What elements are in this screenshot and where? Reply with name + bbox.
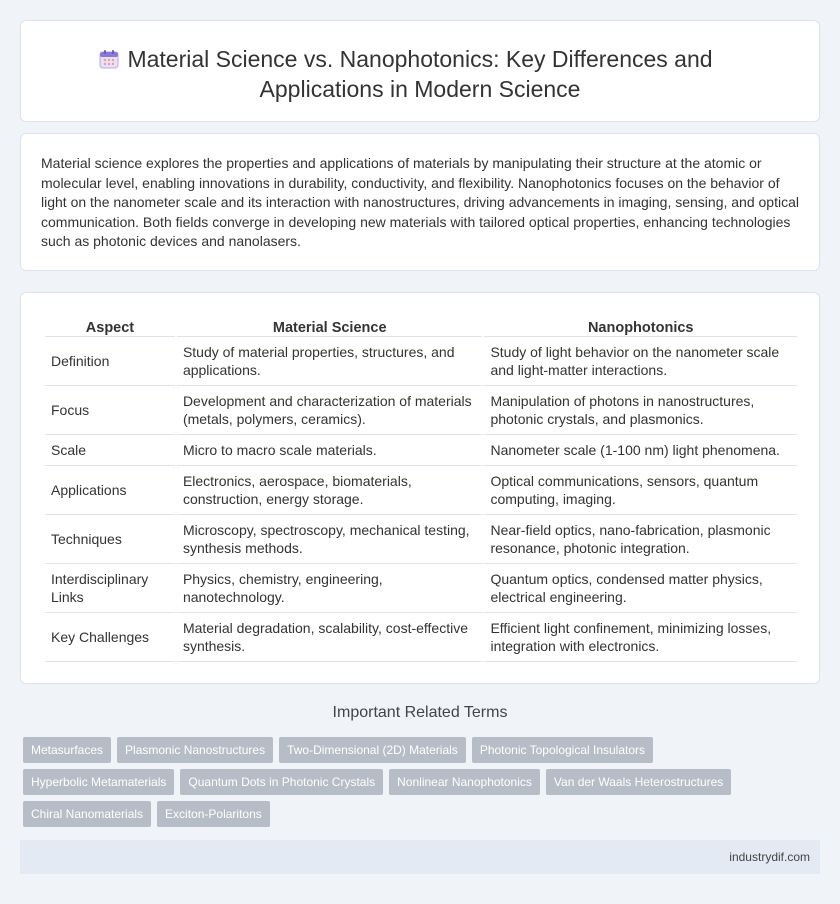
row-aspect: Scale bbox=[45, 435, 175, 466]
row-aspect: Definition bbox=[45, 337, 175, 386]
comparison-table-card bbox=[20, 292, 820, 684]
intro-card bbox=[20, 133, 820, 271]
comparison-table bbox=[43, 315, 799, 662]
table-row bbox=[45, 386, 797, 435]
page-title: Material Science vs. Nanophotonics: Key Differences and Applications in Modern Science bbox=[127, 46, 713, 102]
footer bbox=[20, 840, 820, 874]
intro-paragraph: Material science explores the properties and applications of materials by manipulating their structure at the atomic or molecular level, enabling innovations in durability, conductivity, and flexibility. Nanophotonics focuses on the behavior of light on the nanometer scale and its interaction with nanostructures, driving advancements in imaging, sensing, and optical communication. Both fields converge in developing new materials with tailored optical properties, enhancing technologies such as photonic devices and nanolasers. bbox=[41, 155, 799, 250]
row-material-science: Physics, chemistry, engineering, nanotechnology. bbox=[177, 564, 483, 613]
row-material-science: Microscopy, spectroscopy, mechanical testing, synthesis methods. bbox=[177, 515, 483, 564]
row-material-science: Electronics, aerospace, biomaterials, construction, energy storage. bbox=[177, 466, 483, 515]
header-card bbox=[20, 20, 820, 122]
tag-nonlinear-nanophotonics[interactable]: Nonlinear Nanophotonics bbox=[389, 769, 540, 795]
tag-chiral-nanomaterials[interactable]: Chiral Nanomaterials bbox=[23, 801, 151, 827]
tag-exciton-polaritons[interactable]: Exciton-Polaritons bbox=[157, 801, 270, 827]
row-material-science: Micro to macro scale materials. bbox=[177, 435, 483, 466]
row-material-science: Development and characterization of materials (metals, polymers, ceramics). bbox=[177, 386, 483, 435]
row-nanophotonics: Optical communications, sensors, quantum computing, imaging. bbox=[484, 466, 797, 515]
row-material-science: Material degradation, scalability, cost-effective synthesis. bbox=[177, 613, 483, 662]
related-terms-list bbox=[23, 737, 803, 827]
tag-2d-materials[interactable]: Two-Dimensional (2D) Materials bbox=[279, 737, 466, 763]
tag-van-der-waals-heterostructures[interactable]: Van der Waals Heterostructures bbox=[546, 769, 731, 795]
row-aspect: Techniques bbox=[45, 515, 175, 564]
header-material-science: Material Science bbox=[177, 315, 483, 337]
table-row bbox=[45, 466, 797, 515]
related-terms-title: Important Related Terms bbox=[332, 704, 508, 721]
table-row bbox=[45, 435, 797, 466]
tag-metasurfaces[interactable]: Metasurfaces bbox=[23, 737, 111, 763]
footer-site-link[interactable]: industrydif.com bbox=[729, 850, 810, 864]
row-aspect: Applications bbox=[45, 466, 175, 515]
table-row bbox=[45, 515, 797, 564]
table-row bbox=[45, 564, 797, 613]
row-aspect: Focus bbox=[45, 386, 175, 435]
row-aspect: Interdisciplinary Links bbox=[45, 564, 175, 613]
row-nanophotonics: Near-field optics, nano-fabrication, plasmonic resonance, photonic integration. bbox=[484, 515, 797, 564]
row-aspect: Key Challenges bbox=[45, 613, 175, 662]
row-nanophotonics: Study of light behavior on the nanometer scale and light-matter interactions. bbox=[484, 337, 797, 386]
row-nanophotonics: Nanometer scale (1-100 nm) light phenomena. bbox=[484, 435, 797, 466]
row-nanophotonics: Quantum optics, condensed matter physics, electrical engineering. bbox=[484, 564, 797, 613]
row-material-science: Study of material properties, structures, and applications. bbox=[177, 337, 483, 386]
tag-hyperbolic-metamaterials[interactable]: Hyperbolic Metamaterials bbox=[23, 769, 174, 795]
tag-photonic-topological-insulators[interactable]: Photonic Topological Insulators bbox=[472, 737, 653, 763]
table-row bbox=[45, 337, 797, 386]
tag-quantum-dots-photonic-crystals[interactable]: Quantum Dots in Photonic Crystals bbox=[180, 769, 383, 795]
tag-plasmonic-nanostructures[interactable]: Plasmonic Nanostructures bbox=[117, 737, 273, 763]
table-header-row bbox=[45, 315, 797, 337]
header-nanophotonics: Nanophotonics bbox=[484, 315, 797, 337]
row-nanophotonics: Efficient light confinement, minimizing losses, integration with electronics. bbox=[484, 613, 797, 662]
table-row bbox=[45, 613, 797, 662]
header-aspect: Aspect bbox=[45, 315, 175, 337]
row-nanophotonics: Manipulation of photons in nanostructures, photonic crystals, and plasmonics. bbox=[484, 386, 797, 435]
